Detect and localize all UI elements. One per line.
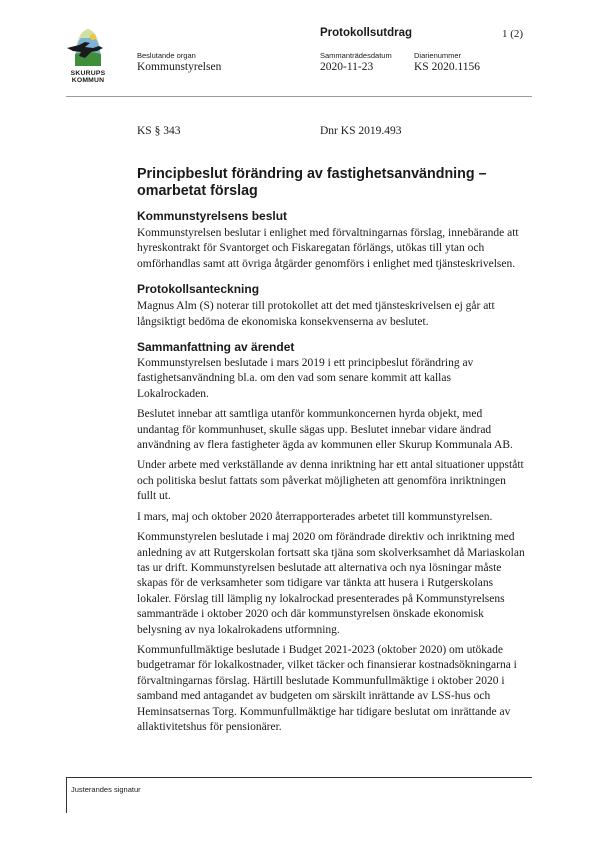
dnr-reference: Dnr KS 2019.493 <box>320 125 402 137</box>
organ-label: Beslutande organ <box>137 51 196 60</box>
summary-paragraph-2: Beslutet innebar att samtliga utanför kommunkoncernen hyrda objekt, med undantag för kommunhuset, skulle sägas upp. Beslutet innebar vidare ändrad användning av flera fastigheter ägda av kommunen eller Skurup Kommunala AB. <box>137 408 513 452</box>
summary-paragraph-6: Kommunfullmäktige beslutade i Budget 2021-2023 (oktober 2020) om utökade budgetramar för lokalkostnader, vilket täcker och finansierar kostnadsökningarna i förvaltningarnas förslag. Härtill beslutade Kommunfullmäktige i oktober 2020 i samband med antagandet av budgeten om särskilt inrättande av LSS-hus och Heminsatsernas Torg. Kommunfullmäktige har tidigare beslutat om inrättande av allaktivitetshus för pensionärer. <box>137 643 517 733</box>
summary-heading: Sammanfattning av ärendet <box>137 340 295 355</box>
page-title: Principbeslut förändring av fastighetsanvändning – omarbetat förslag <box>137 166 487 199</box>
diarie-label: Diarienummer <box>414 51 462 60</box>
decision-heading: Kommunstyrelsens beslut <box>137 209 288 223</box>
logo-text-line2: KOMMUN <box>71 77 105 84</box>
summary-paragraph-4: I mars, maj och oktober 2020 återrapporterades arbetet till kommunstyrelsen. <box>137 510 493 523</box>
summary-paragraph-1: Kommunstyrelsen beslutade i mars 2019 i ett principbeslut förändring av fastighetsanvändning bl.a. om den vad som senare kommit att kallas Lokalrockaden. <box>137 357 474 400</box>
meeting-date-label: Sammanträdesdatum <box>320 51 392 60</box>
paragraph-reference: KS § 343 <box>137 125 181 137</box>
document-type: Protokollsutdrag <box>320 27 413 39</box>
organ-value: Kommunstyrelsen <box>137 61 222 73</box>
summary-paragraph-5: Kommunstyrelen beslutade i maj 2020 om förändrade direktiv och inriktning med anledning av att Rutgerskolan fortsatt ska tjäna som skolverksamhet då Mariaskolan tas ur drift. Kommunstyrelsen beslutade att alternativa och nya lösningar måste skapas för de verksamheter som tidigare var tänkta att husera i Rutgerskolans lokaler. Förslag till lämplig ny lokalrockad presenterades på Kommunstyrelsens sammanträde i oktober 2020 och där kommunstyrelsen önskade ekonomisk belysning av nya lokalrokadens utformning. <box>137 531 525 636</box>
meeting-date-value: 2020-11-23 <box>320 61 374 73</box>
decision-text: Kommunstyrelsen beslutar i enlighet med förvaltningarnas förslag, innebärande att hyreskontrakt för Svantorget och Fiskaregatan förlängs, utökas till ytan och omförhandlas samt att övriga åtgärder genomförs i enlighet med tjänsteskrivelsen. <box>137 227 519 270</box>
logo-text-line1: SKURUPS <box>70 70 106 77</box>
logo-emblem-icon <box>63 26 113 68</box>
signature-label: Justerandes signatur <box>71 785 141 794</box>
page-number: 1 (2) <box>502 28 524 40</box>
document-body <box>137 209 525 735</box>
diarie-value: KS 2020.1156 <box>414 61 481 73</box>
signature-divider <box>66 777 532 778</box>
municipality-logo <box>63 26 113 84</box>
summary-paragraph-3: Under arbete med verkställande av denna inriktning har ett antal situationer uppstått och politiska beslut fattats som påverkat möjligheten att genomföra inriktningen fullt ut. <box>137 459 524 503</box>
note-text: Magnus Alm (S) noterar till protokollet att det med tjänsteskrivelsen ej går att långsiktigt bedöma de ekonomiska konsekvenserna av beslutet. <box>137 300 495 328</box>
header-divider <box>66 96 532 97</box>
signature-box-edge <box>66 777 67 813</box>
note-heading: Protokollsanteckning <box>137 282 260 297</box>
